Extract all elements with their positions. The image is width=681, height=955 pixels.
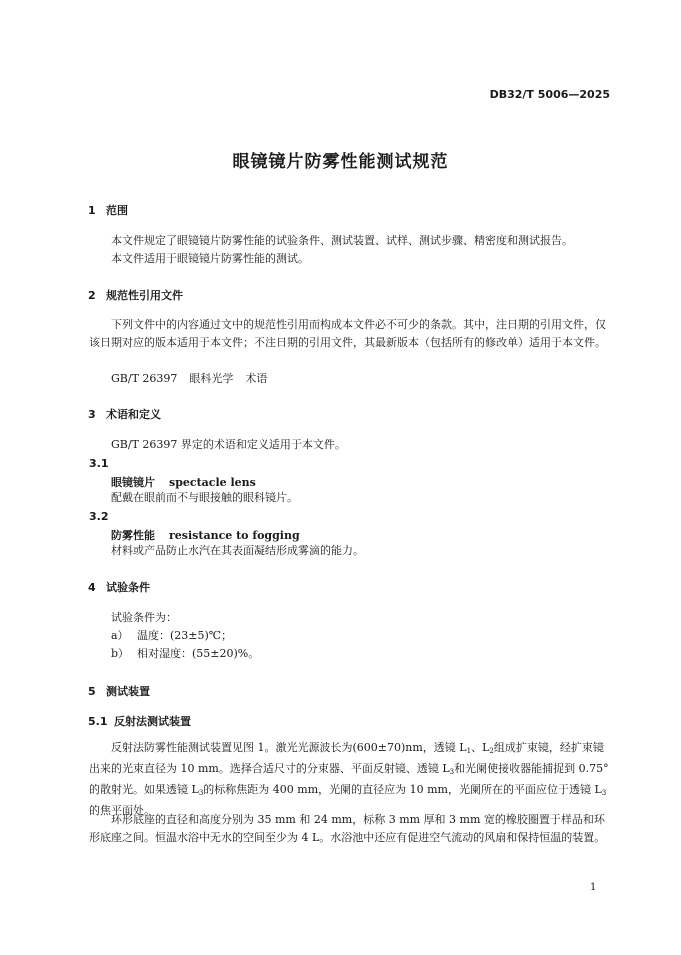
term-entry — [111, 527, 300, 543]
text-run: 和光阑使接收器能捕捉到 0.75°的散射光。如果透镜 L — [89, 762, 609, 796]
section-title: 测试装置 — [106, 685, 150, 698]
section-number: 3 — [88, 408, 96, 421]
paragraph: 下列文件中的内容通过文中的规范性引用而构成本文件必不可少的条款。其中，注日期的引用文件，仅该日期对应的版本适用于本文件；不注日期的引用文件，其最新版本（包括所有的修改单）适用于本文件。 — [89, 318, 606, 349]
reference-title-part2: 术语 — [245, 372, 268, 385]
text-run: 组成扩束镜，经扩束镜出来的光束直径为 10 mm。选择合适尺寸的分束器、平面反射镜、透镜 L — [89, 741, 604, 775]
term-entry — [111, 474, 256, 490]
section-number: 5 — [88, 685, 96, 698]
term-chinese: 防雾性能 — [111, 529, 155, 542]
term-number: 3.1 — [89, 457, 109, 470]
section-number: 1 — [88, 204, 96, 217]
subscript: 1 — [466, 747, 472, 755]
term-english: resistance to fogging — [169, 529, 300, 542]
section-3-heading — [88, 406, 161, 422]
document-title: 眼镜镜片防雾性能测试规范 — [232, 152, 449, 172]
term-chinese: 眼镜镜片 — [111, 476, 155, 489]
subsection-number: 5.1 — [88, 715, 108, 728]
section-title: 范围 — [106, 204, 128, 217]
text-run: 的标称焦距为 400 mm，光阑的直径应为 10 mm，光阑所在的平面应位于透镜 L — [203, 783, 602, 796]
normative-reference — [111, 370, 611, 388]
reference-code: GB/T 26397 — [111, 372, 178, 385]
term-english: spectacle lens — [169, 476, 256, 489]
list-item — [111, 627, 611, 645]
paragraph: 本文件规定了眼镜镜片防雾性能的试验条件、测试装置、试样、测试步骤、精密度和测试报告。 — [111, 234, 573, 247]
section-5-heading — [88, 683, 150, 699]
list-text: 相对湿度：(55±20)%。 — [137, 647, 260, 660]
paragraph: 试验条件为： — [111, 611, 177, 624]
paragraph: 本文件适用于眼镜镜片防雾性能的测试。 — [111, 252, 309, 265]
text-run: 的焦平面处。 — [89, 804, 155, 817]
section-4-heading — [88, 579, 150, 595]
term-definition: 配戴在眼前而不与眼接触的眼科镜片。 — [111, 491, 298, 504]
paragraph: 环形底座的直径和高度分别为 35 mm 和 24 mm，标称 3 mm 厚和 3 mm 宽的橡胶圈置于样品和环形底座之间。恒温水浴中无水的空间至少为 4 L。水浴池中还应有促进空气流动的风扇和保持恒温的装置。 — [89, 813, 606, 844]
subscript: 3 — [601, 789, 607, 797]
subsection-title: 反射法测试装置 — [114, 715, 191, 728]
term-definition: 材料或产品防止水汽在其表面凝结形成雾滴的能力。 — [111, 544, 364, 557]
list-text: 温度：(23±5)℃； — [137, 629, 233, 642]
subscript: 3 — [198, 789, 204, 797]
section-title: 规范性引用文件 — [106, 289, 183, 302]
text-run: 、L — [471, 741, 490, 754]
section-2-heading — [88, 287, 183, 303]
reference-title-part1: 眼科光学 — [189, 372, 234, 385]
section-1-heading — [88, 202, 128, 218]
paragraph: GB/T 26397 界定的术语和定义适用于本文件。 — [111, 438, 346, 451]
section-number: 2 — [88, 289, 96, 302]
subscript: 3 — [449, 768, 455, 776]
text-run: 反射法防雾性能测试装置见图 1。激光光源波长为(600±70)nm，透镜 L — [111, 741, 467, 754]
standard-code: DB32/T 5006—2025 — [489, 88, 610, 101]
section-title: 试验条件 — [106, 581, 150, 594]
list-marker: b） — [111, 647, 130, 660]
list-marker: a） — [111, 629, 129, 642]
subscript: 2 — [489, 747, 494, 755]
subsection-5-1-heading — [88, 713, 191, 729]
page-number: 1 — [590, 882, 597, 893]
list-item — [111, 645, 611, 663]
term-number: 3.2 — [89, 510, 109, 523]
section-number: 4 — [88, 581, 96, 594]
section-title: 术语和定义 — [106, 408, 161, 421]
paragraph — [89, 739, 611, 820]
